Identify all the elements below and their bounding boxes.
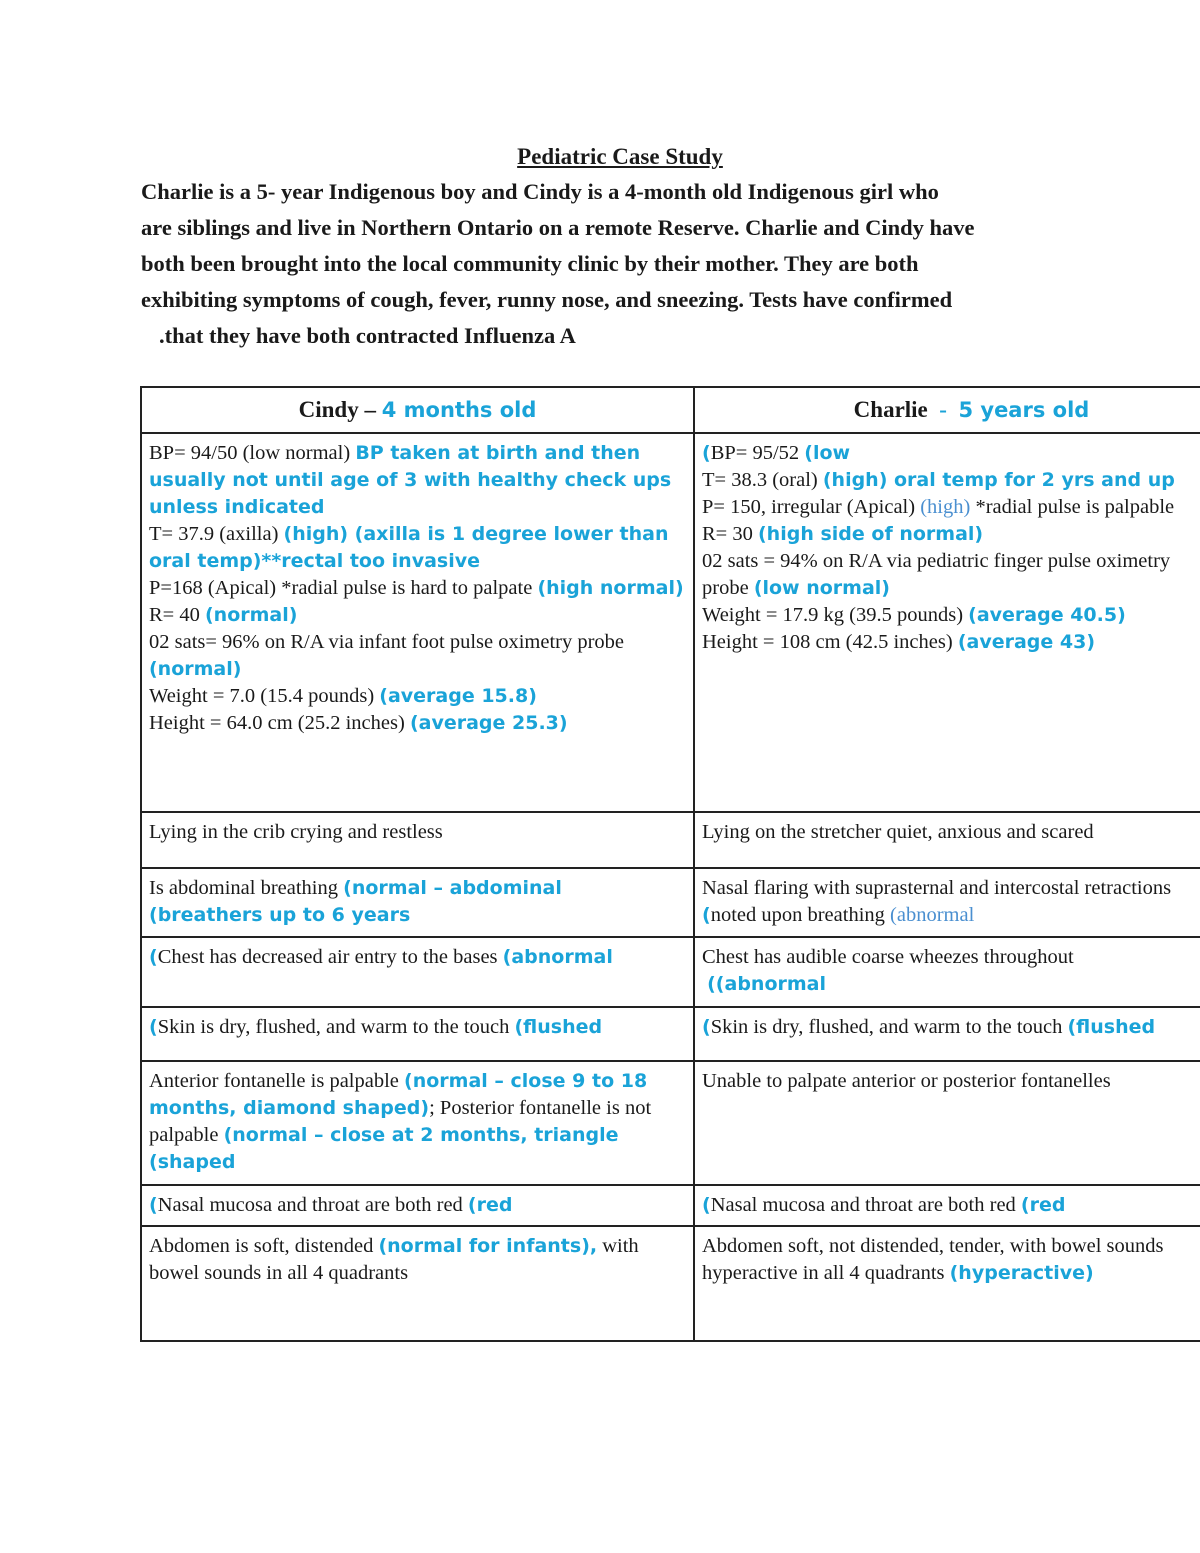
charlie-height-note: (average 43) <box>957 631 1096 653</box>
cindy-fontanelle-text: Anterior fontanelle is palpable <box>149 1070 405 1092</box>
charlie-sats-note: (low normal) <box>753 577 890 599</box>
charlie-age: 5 years old <box>958 398 1090 422</box>
charlie-chest-text: Chest has audible coarse wheezes throughout <box>702 946 1074 968</box>
charlie-breathing-text: Nasal flaring with suprasternal and intercostal retractions <box>702 877 1172 899</box>
cindy-name: Cindy <box>298 397 359 422</box>
cindy-breathing-paren: ( <box>149 904 158 926</box>
charlie-sats: 02 sats = 94% on R/A via pediatric finger pulse oximetry <box>702 550 1171 572</box>
charlie-breathing-paren: ( <box>702 904 711 926</box>
cindy-fontanelle-note-2: (normal – close at 2 months, triangle <box>223 1124 619 1146</box>
table-row-vitals <box>141 433 1200 812</box>
cindy-chest <box>142 938 693 971</box>
cindy-fontanelle-paren: ( <box>149 1151 158 1173</box>
cindy-abdomen-text: Abdomen is soft, distended <box>149 1235 379 1257</box>
cindy-fontanelle-note-3: shaped <box>157 1151 236 1173</box>
cindy-fontanelle-note: (normal – close 9 to 18 months, diamond shaped) <box>149 1070 648 1119</box>
table-header-row <box>141 387 1200 433</box>
cindy-breathing <box>142 869 693 929</box>
intro-line: .that they have both contracted Influenza A <box>159 323 576 348</box>
cindy-abdomen-cell <box>141 1226 694 1341</box>
charlie-fontanelle: Unable to palpate anterior or posterior fontanelles <box>702 1070 1111 1092</box>
cindy-skin-text: Skin is dry, flushed, and warm to the touch <box>157 1016 515 1038</box>
cindy-weight: Weight = 7.0 (15.4 pounds) <box>149 685 380 707</box>
cindy-breathing-note-2: breathers up to 6 years <box>157 904 411 926</box>
cindy-skin-cell <box>141 1007 694 1061</box>
charlie-breathing-cell <box>694 868 1200 937</box>
cindy-pulse-note: (high normal) <box>537 577 684 599</box>
charlie-nasal-text: Nasal mucosa and throat are both red <box>710 1194 1021 1216</box>
cindy-breathing-text: Is abdominal breathing <box>149 877 344 899</box>
intro-line: Charlie is a 5- year Indigenous boy and Cindy is a 4-month old Indigenous girl who <box>141 179 939 204</box>
charlie-weight: Weight = 17.9 kg (39.5 pounds) <box>702 604 969 626</box>
charlie-bp-note: (low <box>804 442 851 464</box>
table-row-chest <box>141 937 1200 1007</box>
cindy-chest-paren: ( <box>149 946 158 968</box>
cindy-nasal-text: Nasal mucosa and throat are both red <box>157 1194 468 1216</box>
charlie-abdomen-text: Abdomen soft, not distended, tender, with bowel sounds <box>702 1235 1164 1257</box>
charlie-skin-paren: ( <box>702 1016 711 1038</box>
charlie-nasal-paren: ( <box>702 1194 711 1216</box>
cindy-abdomen-note: (normal for infants), <box>378 1235 598 1257</box>
charlie-nasal-note: (red <box>1020 1194 1066 1216</box>
cindy-sats-note: (normal) <box>149 658 242 680</box>
charlie-skin <box>695 1008 1200 1041</box>
cindy-nasal-paren: ( <box>149 1194 158 1216</box>
cindy-position: Lying in the crib crying and restless <box>149 821 443 843</box>
charlie-nasal-cell <box>694 1185 1200 1226</box>
table-row-nasal <box>141 1185 1200 1226</box>
charlie-skin-cell <box>694 1007 1200 1061</box>
charlie-chest <box>695 938 1200 998</box>
charlie-breathing-text-2: noted upon breathing <box>710 904 891 926</box>
cindy-nasal-cell <box>141 1185 694 1226</box>
table-row-position <box>141 812 1200 868</box>
case-comparison-table <box>140 386 1200 1342</box>
table-row-breathing <box>141 868 1200 937</box>
cindy-chest-cell <box>141 937 694 1007</box>
cindy-height: Height = 64.0 cm (25.2 inches) <box>149 712 410 734</box>
charlie-position-cell <box>694 812 1200 868</box>
charlie-abdomen <box>695 1227 1200 1287</box>
charlie-abdomen-note: (hyperactive) <box>949 1262 1094 1284</box>
cindy-resp: R= 40 <box>149 604 205 626</box>
table-row-abdomen <box>141 1226 1200 1341</box>
charlie-abdomen-cell <box>694 1226 1200 1341</box>
charlie-pulse-rest: *radial pulse is palpable <box>970 496 1175 518</box>
cindy-age: 4 months old <box>381 398 537 422</box>
intro-line: both been brought into the local community clinic by their mother. They are both <box>141 251 919 276</box>
cindy-nasal-note: (red <box>467 1194 513 1216</box>
intro-line: exhibiting symptoms of cough, fever, runny nose, and sneezing. Tests have confirmed <box>141 287 953 312</box>
cindy-abdomen <box>142 1227 693 1287</box>
cindy-temp: T= 37.9 (axilla) <box>149 523 284 545</box>
cindy-sats: 02 sats= 96% on R/A via infant foot pulse oximetry probe <box>149 631 625 653</box>
charlie-nasal <box>695 1186 1200 1219</box>
cindy-vitals-cell <box>141 433 694 812</box>
cindy-chest-text: Chest has decreased air entry to the bases <box>157 946 503 968</box>
cindy-position-cell <box>141 812 694 868</box>
charlie-breathing-note: (abnormal <box>890 904 975 926</box>
charlie-pulse-note: (high) <box>920 496 971 518</box>
charlie-vitals <box>695 434 1200 656</box>
cindy-nasal <box>142 1186 693 1219</box>
charlie-chest-note: ((abnormal <box>707 973 826 995</box>
cindy-separator: – <box>364 397 376 422</box>
charlie-skin-note: (flushed <box>1067 1016 1156 1038</box>
cindy-abdomen-text-2: with bowel sounds in all 4 quadrants <box>149 1235 639 1284</box>
charlie-separator: - <box>939 397 947 422</box>
charlie-skin-text: Skin is dry, flushed, and warm to the touch <box>710 1016 1068 1038</box>
cindy-chest-note: (abnormal <box>502 946 613 968</box>
cindy-weight-note: (average 15.8) <box>379 685 537 707</box>
cindy-pulse: P=168 (Apical) *radial pulse is hard to palpate <box>149 577 538 599</box>
cindy-fontanelle-text-2: ; Posterior fontanelle is not palpable <box>149 1097 652 1146</box>
charlie-weight-note: (average 40.5) <box>968 604 1126 626</box>
cindy-breathing-note: (normal – abdominal <box>343 877 562 899</box>
cindy-skin <box>142 1008 693 1041</box>
charlie-bp: BP= 95/52 <box>710 442 805 464</box>
charlie-fontanelle-cell <box>694 1061 1200 1185</box>
cindy-bp: BP= 94/50 (low normal) <box>149 442 356 464</box>
charlie-height: Height = 108 cm (42.5 inches) <box>702 631 958 653</box>
cindy-bp-note: BP taken at birth and then usually not until age of 3 with healthy check ups unless indicated <box>149 442 672 518</box>
cindy-fontanelle <box>142 1062 693 1176</box>
cindy-fontanelle-cell <box>141 1061 694 1185</box>
charlie-sats-probe: probe <box>702 577 754 599</box>
charlie-pulse: P= 150, irregular (Apical) <box>702 496 921 518</box>
charlie-header <box>694 387 1200 433</box>
cindy-temp-note: (high) (axilla is 1 degree lower than oral temp)**rectal too invasive <box>149 523 669 572</box>
charlie-abdomen-text-2: hyperactive in all 4 quadrants <box>702 1262 950 1284</box>
cindy-skin-paren: ( <box>149 1016 158 1038</box>
charlie-position: Lying on the stretcher quiet, anxious and scared <box>702 821 1094 843</box>
charlie-name: Charlie <box>853 397 928 422</box>
charlie-temp-note: (high) oral temp for 2 yrs and up <box>822 469 1175 491</box>
cindy-height-note: (average 25.3) <box>409 712 568 734</box>
table-row-fontanelle <box>141 1061 1200 1185</box>
intro-paragraph <box>141 174 1121 354</box>
charlie-bp-paren: ( <box>702 442 711 464</box>
cindy-header <box>141 387 694 433</box>
cindy-vitals <box>142 434 693 737</box>
charlie-chest-cell <box>694 937 1200 1007</box>
cindy-skin-note: (flushed <box>514 1016 603 1038</box>
charlie-breathing <box>695 869 1200 929</box>
intro-line: are siblings and live in Northern Ontario on a remote Reserve. Charlie and Cindy have <box>141 215 975 240</box>
charlie-temp: T= 38.3 (oral) <box>702 469 823 491</box>
cindy-breathing-cell <box>141 868 694 937</box>
charlie-vitals-cell <box>694 433 1200 812</box>
charlie-resp-note: (high side of normal) <box>758 523 984 545</box>
charlie-resp: R= 30 <box>702 523 758 545</box>
cindy-resp-note: (normal) <box>205 604 298 626</box>
document-title: Pediatric Case Study <box>517 144 723 169</box>
table-row-skin <box>141 1007 1200 1061</box>
